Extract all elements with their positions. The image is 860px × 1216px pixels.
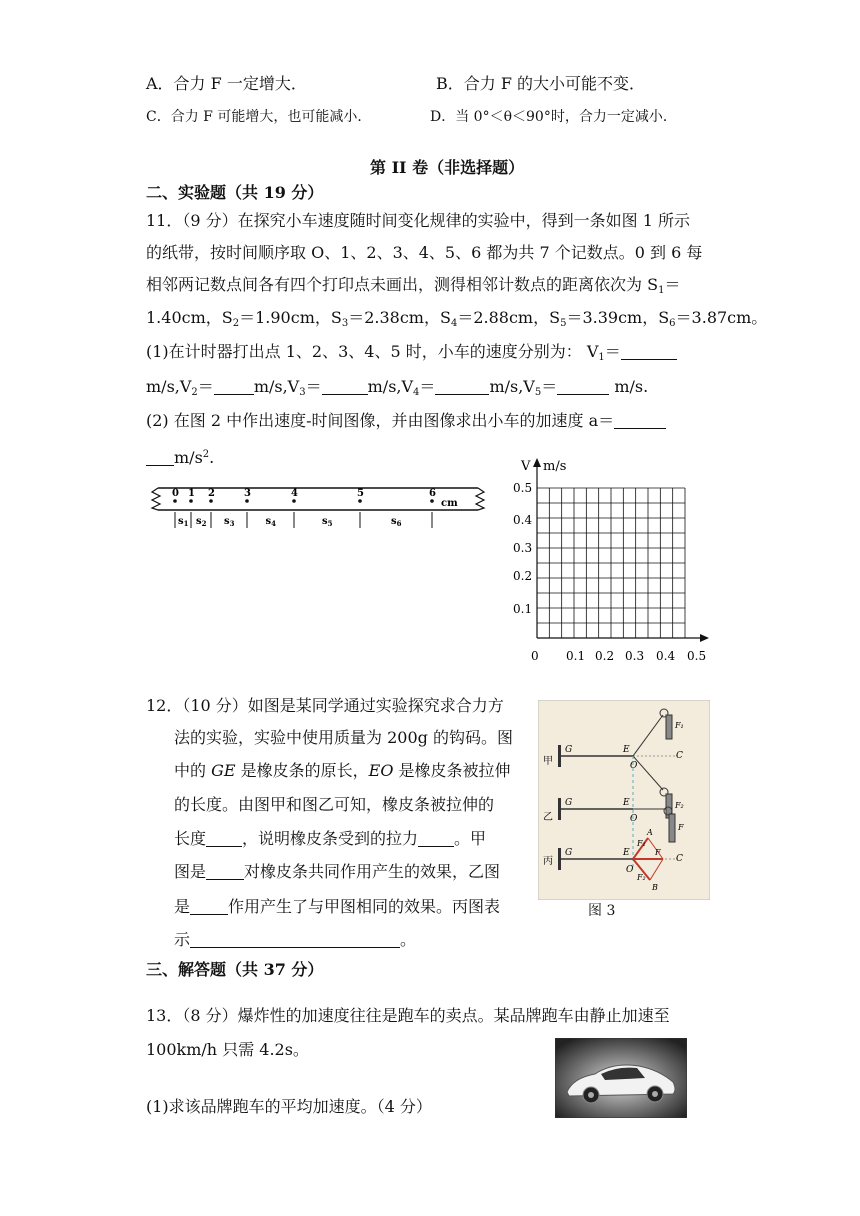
svg-text:C: C <box>676 854 683 864</box>
svg-text:O: O <box>626 865 634 875</box>
tape-point-label: 4 <box>291 488 298 499</box>
q12-line8: 示 。 <box>174 930 417 949</box>
q11-line1: 11．（9 分）在探究小车速度随时间变化规律的实验中，得到一条如图 1 所示 <box>146 211 690 230</box>
x-tick-label: 0.2 <box>595 649 615 663</box>
tape-point-label: 3 <box>244 488 251 499</box>
section3-title: 三、解答题（共 37 分） <box>146 960 324 979</box>
tape-segment-label: $s_1$ <box>178 516 189 528</box>
tape-segment-label: $s_2$ <box>196 516 207 528</box>
q13-line2: 100km/h 只需 4.2s。 <box>146 1040 309 1059</box>
tape-point-dot <box>292 499 296 503</box>
svg-text:F₁: F₁ <box>637 839 646 848</box>
q12-blank2[interactable] <box>418 830 454 847</box>
q11-line3: 相邻两记数点间各有四个打印点未画出，测得相邻计数点的距离依次为 $S_1=$ <box>146 275 681 296</box>
x-axis-arrow <box>700 634 709 642</box>
v1-blank[interactable] <box>621 343 677 360</box>
q12-line7: 是 作用产生了与甲图相同的效果。丙图表 <box>174 897 501 916</box>
q11-part2-line2: $m/s^2$. <box>146 445 214 468</box>
y-tick-label: 0.4 <box>513 513 533 527</box>
choice-a: A．合力 F 一定增大． <box>146 74 307 93</box>
svg-text:E: E <box>623 848 630 858</box>
choice-b: B．合力 F 的大小可能不变． <box>436 74 646 93</box>
vt-graph-ylabel: V <box>521 459 531 474</box>
x-tick-label: 0 <box>531 649 539 663</box>
tape-segment-label: $s_5$ <box>322 516 333 528</box>
fig3-row-bing: 丙 <box>543 856 553 867</box>
svg-text:E: E <box>623 745 630 755</box>
x-tick-label: 0.5 <box>687 649 707 663</box>
y-tick-label: 0.5 <box>513 481 533 495</box>
x-tick-label: 0.4 <box>656 649 676 663</box>
q13-line1: 13．（8 分）爆炸性的加速度往往是跑车的卖点。某品牌跑车由静止加速至 <box>146 1006 670 1025</box>
figure-3 <box>538 700 710 900</box>
choice-c: C．合力 F 可能增大，也可能减小． <box>146 109 372 125</box>
tape-point-dot <box>358 499 362 503</box>
y-tick-label: 0.2 <box>513 569 533 583</box>
tape-point-label: 0 <box>172 488 179 499</box>
sports-car-image <box>555 1038 687 1118</box>
q11-part1-line2: $m/s,V_2= m/s,V_3= m/s,V_4= m/s,V_5= m/s$. <box>146 377 649 398</box>
tape-unit: cm <box>441 498 458 509</box>
accel-blank-b[interactable] <box>146 449 174 466</box>
tape-point-dot <box>173 499 177 503</box>
v5-blank[interactable] <box>557 378 609 395</box>
q11-part2: (2) 在图 2 中作出速度-时间图像，并由图像求出小车的加速度 a＝ <box>146 411 666 431</box>
q12-blank4[interactable] <box>190 898 228 915</box>
x-tick-label: 0.3 <box>625 649 645 663</box>
fig3-row-yi: 乙 <box>543 812 553 823</box>
q12-line4: 的长度。由图甲和图乙可知，橡皮条被拉伸的 <box>174 795 495 814</box>
q12-blank5[interactable] <box>190 931 400 948</box>
svg-text:F₂: F₂ <box>637 873 646 882</box>
tape-segment-label: $s_3$ <box>224 516 235 528</box>
q12-line6: 图是 对橡皮条共同作用产生的效果，乙图 <box>174 862 501 881</box>
svg-text:B: B <box>652 883 658 892</box>
q11-line2: 的纸带，按时间顺序取 O、1、2、3、4、5、6 都为共 7 个记数点。0 到 6 每 <box>146 243 703 262</box>
svg-text:G: G <box>565 798 573 808</box>
tape-point-dot <box>189 499 193 503</box>
q12-line2: 法的实验，实验中使用质量为 200g 的钩码。图 <box>174 728 513 747</box>
v4-blank[interactable] <box>435 378 489 395</box>
svg-text:A: A <box>647 828 653 837</box>
y-axis-arrow <box>533 458 541 467</box>
tape-point-dot <box>245 499 249 503</box>
tape-point-dot <box>430 499 434 503</box>
y-tick-label: 0.3 <box>513 541 533 555</box>
svg-text:F: F <box>678 823 684 832</box>
q11-distances: 1.40cm，$S_2=1.90cm$，$S_3=2.38cm$，$S_4=2.88cm$，$S_5=3.39cm$，$S_6=3.87cm$。 <box>146 308 768 329</box>
q12-blank1[interactable] <box>206 830 242 847</box>
tape-point-label: 1 <box>188 488 195 499</box>
q12-line3: 中的 GE 是橡皮条的原长，EO 是橡皮条被拉伸 <box>174 761 511 780</box>
svg-text:C: C <box>676 751 683 761</box>
svg-text:E: E <box>623 798 630 808</box>
svg-text:O: O <box>630 761 638 771</box>
tape-segment-label: $s_4$ <box>265 516 277 528</box>
fig3-row-jia: 甲 <box>543 756 553 767</box>
svg-text:G: G <box>565 745 573 755</box>
v2-blank[interactable] <box>214 378 254 395</box>
choice-d: D．当 0°＜θ＜90°时，合力一定减小． <box>430 109 677 125</box>
volume-title: 第 II 卷（非选择题） <box>370 158 525 177</box>
q12-line1: 12．（10 分）如图是某同学通过实验探究求合力方 <box>146 696 504 715</box>
tape-point-label: 6 <box>429 488 436 499</box>
q12-line5: 长度 ，说明橡皮条受到的拉力 。甲 <box>174 829 487 848</box>
svg-text:G: G <box>565 848 573 858</box>
x-tick-label: 0.1 <box>566 649 586 663</box>
svg-text:F: F <box>655 848 661 857</box>
v3-blank[interactable] <box>322 378 368 395</box>
tape-point-label: 2 <box>208 488 215 499</box>
y-tick-label: 0.1 <box>513 602 533 616</box>
accel-blank-a[interactable] <box>614 412 666 429</box>
svg-text:F₁: F₁ <box>675 721 684 730</box>
section2-title: 二、实验题（共 19 分） <box>146 183 324 202</box>
q11-part1: (1)在计时器打出点 1、2、3、4、5 时，小车的速度分别为： $V_1=$ <box>146 342 677 368</box>
tape-point-label: 5 <box>357 488 364 499</box>
svg-text:O: O <box>630 814 638 824</box>
q12-blank3[interactable] <box>206 863 244 880</box>
tape-segment-label: $s_6$ <box>391 516 402 528</box>
vt-graph <box>505 452 720 670</box>
paper-tape-figure <box>148 480 488 532</box>
figure-3-caption: 图 3 <box>588 903 616 919</box>
vt-graph-yunit: m/s <box>543 459 567 474</box>
tape-point-dot <box>209 499 213 503</box>
svg-text:F₂: F₂ <box>675 801 684 810</box>
q13-part1: (1)求该品牌跑车的平均加速度。（4 分） <box>146 1097 432 1116</box>
